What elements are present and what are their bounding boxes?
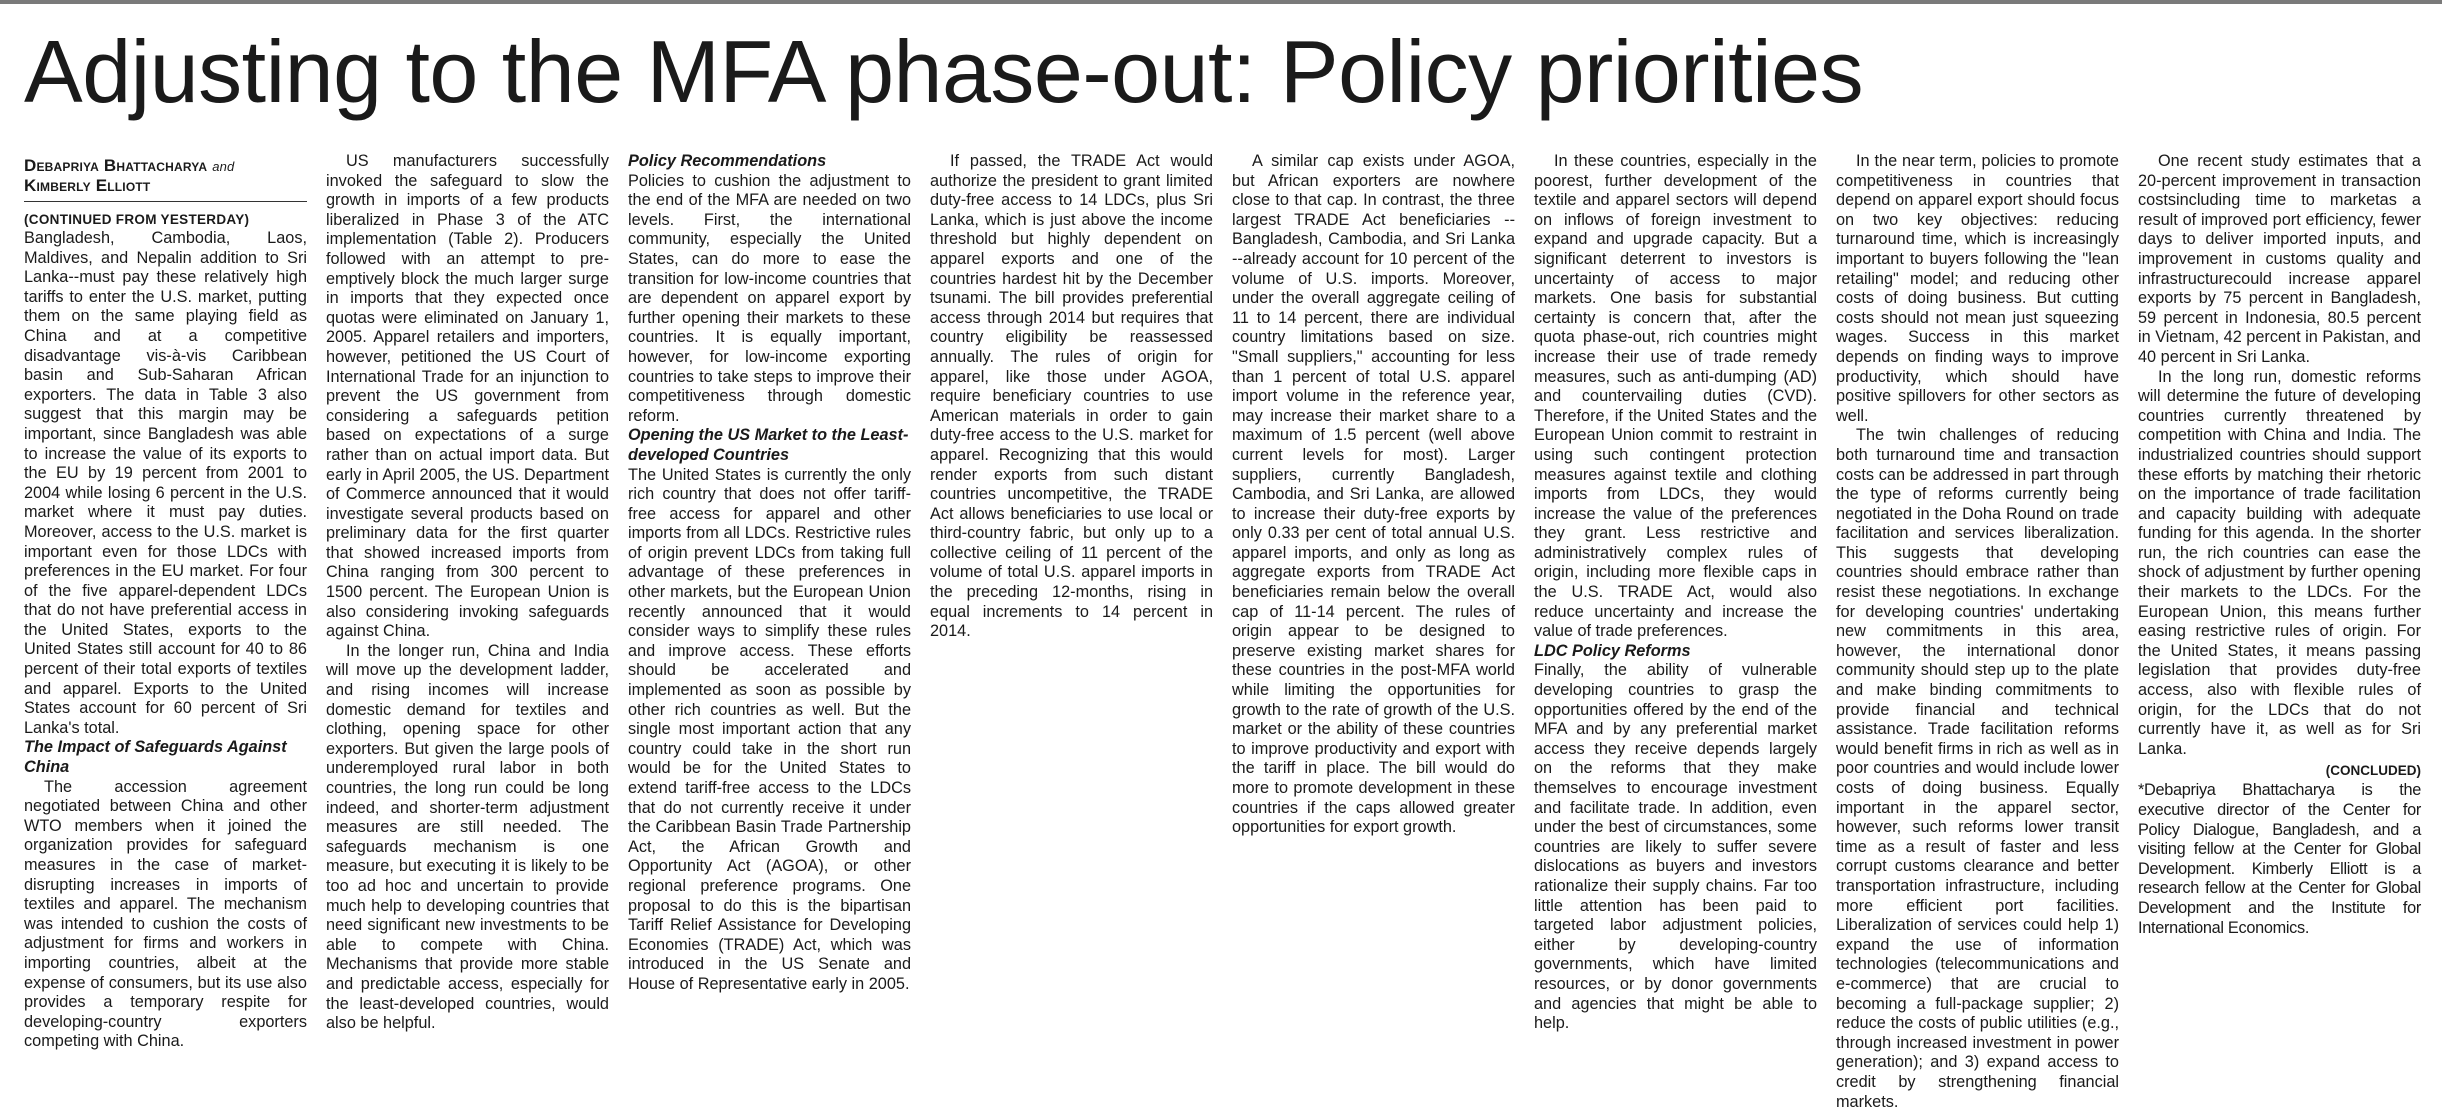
column-3 [628, 152, 911, 1112]
author-1: Debapriya Bhattacharya [24, 156, 208, 175]
paragraph: The accession agreement negotiated between China and other WTO members when it joined the organization provides for safeguard measures in the case of market-disrupting increases in imports of textiles and apparel. The mechanism was intended to cushion the costs of adjustment for firms and workers in importing countries, albeit at the expense of consumers, but its use also provides a temporary respite for developing-country exporters competing with China. [24, 777, 307, 1051]
paragraph: If passed, the TRADE Act would authorize the president to grant limited duty-free access to 14 LDCs, plus Sri Lanka, which is just above the income threshold but highly dependent on apparel exports and one of the countries hardest hit by the December tsunami. The bill provides preferential access through 2014 but requires that country eligibility be reassessed annually. The rules of origin for apparel, like those under AGOA, require beneficiary countries to use American materials in order to gain duty-free access to the U.S. market for apparel. Recognizing that this would render exports from such distant countries uncompetitive, the TRADE Act allows beneficiaries to use local or third-country fabric, but only up to a collective ceiling of 11 percent of the volume of total U.S. apparel imports in the preceding 12-months, rising in equal increments to 14 percent in 2014. [930, 152, 1213, 641]
article-headline: Adjusting to the MFA phase-out: Policy priorities [24, 22, 1864, 121]
article-columns [24, 152, 2424, 1111]
continued-label: (CONTINUED FROM YESTERDAY) [24, 212, 250, 227]
author-footnote: *Debapriya Bhattacharya is the executive director of the Center for Policy Dialogue, Bangladesh, and a visiting fellow at the Center for Global Development. Kimberly Elliott is a research fellow at the Center for Global Development and the Institute for International Economics. [2138, 781, 2421, 937]
paragraph: US manufacturers successfully invoked the safeguard to slow the growth in imports of a few products liberalized in Phase 3 of the ATC implementation (Table 2). Producers followed with an attempt to pre-emptively block the much larger surge in imports that they expected once quotas were eliminated on January 1, 2005. Apparel retailers and importers, however, petitioned the US Court of International Trade for an injunction to prevent the US government from considering a safeguards petition based on expectations of a surge rather than on actual import data. But early in April 2005, the US. Department of Commerce announced that it would investigate several products based on preliminary data for the first quarter that showed increased imports from China ranging from 300 percent to 1500 percent. The European Union is also considering invoking safeguards against China. [326, 152, 609, 641]
paragraph: The United States is currently the only rich country that does not offer tariff-free access for apparel and other imports from all LDCs. Restrictive rules of origin prevent LDCs from taking full advantage of these preferences in other markets, but the European Union recently announced that it would consider ways to simplify these rules and improve access. These efforts should be accelerated and implemented as soon as possible by other rich countries as well. But the single most important action that any country could take in the short run would be for the United States to extend tariff-free access to the LDCs that do not currently receive it under the Caribbean Basin Trade Partnership Act, the African Growth and Opportunity Act (AGOA), or other regional preference programs. One proposal to do this is the bipartisan Tariff Relief Assistance for Developing Economies (TRADE) Act, which was introduced in the US Senate and House of Representative early in 2005. [628, 465, 911, 993]
subheading-impact: The Impact of Safeguards Against China [24, 738, 287, 777]
paragraph: A similar cap exists under AGOA, but African exporters are nowhere close to that cap. In contrast, the three largest TRADE Act beneficiaries -- Bangladesh, Cambodia, and Sri Lanka --already account for 10 percent of the volume of U.S. imports. Moreover, under the overall aggregate ceiling of 11 to 14 percent, there are individual country limitations based on size. "Small suppliers," accounting for less than 1 percent of total U.S. apparel import volume in the reference year, may increase their market share to a maximum of 1.5 percent (well above current levels for most). Larger suppliers, currently Bangladesh, Cambodia, and Sri Lanka, are allowed to increase their duty-free exports by only 0.33 per cent of total annual U.S. apparel imports, and only as long as aggregate exports from TRADE Act beneficiaries remain below the overall cap of 11-14 percent. The rules of origin appear to be designed to preserve existing market shares for these countries in the post-MFA world while limiting the opportunities for growth to the rate of growth of the U.S. market or the ability of these countries to improve productivity and export with the tariff in place. The bill would do more to promote development in these countries if the caps allowed greater opportunities for export growth. [1232, 152, 1515, 837]
column-7 [1836, 152, 2119, 1112]
column-5 [1232, 152, 1515, 1112]
paragraph: In these countries, especially in the poorest, further development of the textile and apparel sectors will depend on inflows of foreign investment to expand and upgrade capacity. But a significant deterrent to investors is uncertainty of access to major markets. One basis for substantial certainty is concern that, after the quota phase-out, rich countries might increase their use of trade remedy measures, such as anti-dumping (AD) and countervailing duties (CVD). Therefore, if the United States and the European Union commit to restraint in using such contingent protection measures against textile and clothing imports from LDCs, they would increase the value of the preferences they grant. Less restrictive and administratively complex rules of origin, including more flexible caps in the U.S. TRADE Act, would also reduce uncertainty and increase the value of trade preferences. [1534, 152, 1817, 641]
paragraph: The twin challenges of reducing both turnaround time and transaction costs can be addressed in part through the type of reforms currently being negotiated in the Doha Round on trade facilitation and services liberalization. This suggests that developing countries should embrace rather than resist these negotiations. In exchange for developing countries' undertaking new commitments in this area, however, the international donor community should step up to the plate and make binding commitments to provide financial and technical assistance. Trade facilitation reforms would benefit firms in rich as well as in poor countries and would include lower costs of doing business. Equally important in the apparel sector, however, such reforms lower transit time as a result of faster and less corrupt customs clearance and better transportation infrastructure, including more efficient port facilities. Liberalization of services could help 1) expand the use of information technologies (telecommunications and e-commerce) that are crucial to becoming a full-package supplier; 2) reduce the costs of public utilities (e.g., through increased investment in power generation); and 3) expand access to credit by strengthening financial markets. [1836, 426, 2119, 1111]
column-1 [24, 152, 307, 1112]
paragraph: Bangladesh, Cambodia, Laos, Maldives, and Nepalin addition to Sri Lanka--must pay these relatively high tariffs to enter the U.S. market, putting them on the same playing field as China and at a competitive disadvantage vis-à-vis Caribbean basin and Sub-Saharan African exporters. The data in Table 3 also suggest that this margin may be important, since Bangladesh was able to increase the value of its exports to the EU by 19 percent from 2001 to 2004 while losing 6 percent in the U.S. market where it must pay duties. Moreover, access to the U.S. market is important even for those LDCs with preferences in the EU market. For four of the five apparel-dependent LDCs that do not have preferential access in the United States, exports to the United States still account for 40 to 86 percent of their total exports of textiles and apparel. Exports to the United States account for 60 percent of Sri Lanka's total. [24, 229, 307, 737]
subheading-opening: Opening the US Market to the Least-developed Countries [628, 426, 909, 464]
paragraph: In the long run, domestic reforms will determine the future of developing countries currently threatened by competition with China and India. The industrialized countries should support these efforts by matching their rhetoric on the importance of trade facilitation and capacity building with adequate funding for this agenda. In the shorter run, the rich countries can ease the shock of adjustment by further opening their markets to the LDCs. For the European Union, this means further easing restrictive rules of origin. For the United States, it means passing legislation that provides duty-free access, also with flexible rules of origin, for the LDCs that do not currently have it, as well as for Sri Lanka. [2138, 367, 2421, 758]
paragraph: In the longer run, China and India will move up the development ladder, and rising incomes will increase domestic demand for textiles and clothing, opening space for other exporters. But given the large pools of underemployed rural labor in both countries, the long run could be long indeed, and shorter-term adjustment measures are still needed. The safeguards mechanism is one measure, but executing it is likely to be too ad hoc and uncertain to provide much help to developing countries that need significant new investments to be able to compete with China. Mechanisms that provide more stable and predictable access, especially for the least-developed countries, would also be helpful. [326, 641, 609, 1033]
byline-and: and [212, 159, 235, 174]
subheading-policy: Policy Recommendations [628, 152, 827, 170]
author-2: Kimberly Elliott [24, 176, 151, 195]
column-4 [930, 152, 1213, 1112]
top-rule [0, 0, 2442, 4]
column-6 [1534, 152, 1817, 1112]
paragraph: One recent study estimates that a 20-percent improvement in transaction costsincluding time to marketas a result of improved port efficiency, fewer days to deliver imported inputs, and improvement in customs quality and infrastructurecould increase apparel exports by 75 percent in Bangladesh, 59 percent in Indonesia, 80.5 percent in Vietnam, 42 percent in Pakistan, and 40 percent in Sri Lanka. [2138, 152, 2421, 366]
subheading-ldc: LDC Policy Reforms [1534, 641, 1691, 660]
column-8 [2138, 152, 2421, 1112]
column-2 [326, 152, 609, 1112]
concluded-label: (CONCLUDED) [2325, 763, 2421, 779]
byline [24, 156, 307, 202]
paragraph: Policies to cushion the adjustment to the end of the MFA are needed on two levels. First, the international community, especially the United States, can do more to ease the transition for low-income countries that are dependent on apparel export by further opening their markets to these countries. It is equally important, however, for low-income exporting countries to take steps to improve their competitiveness through domestic reform. [628, 171, 911, 425]
paragraph: In the near term, policies to promote competitiveness in countries that depend on apparel export should focus on two key objectives: reducing turnaround time, which is increasingly important to buyers following the "lean retailing" model; and reducing other costs of doing business. But cutting costs should not mean just squeezing wages. Success in this market depends on finding ways to improve productivity, which should have positive spillovers for other sectors as well. [1836, 152, 2119, 425]
paragraph: Finally, the ability of vulnerable developing countries to grasp the opportunities offered by the end of the MFA and by any preferential market access they receive depends largely on the reforms that they make themselves to encourage investment and facilitate trade. In addition, even under the best of circumstances, some countries are likely to suffer severe dislocations as buyers and investors rationalize their supply chains. Far too little attention has been paid to targeted labor adjustment policies, either by developing-country governments, which have limited resources, or by donor governments and agencies that might be able to help. [1534, 661, 1817, 1033]
